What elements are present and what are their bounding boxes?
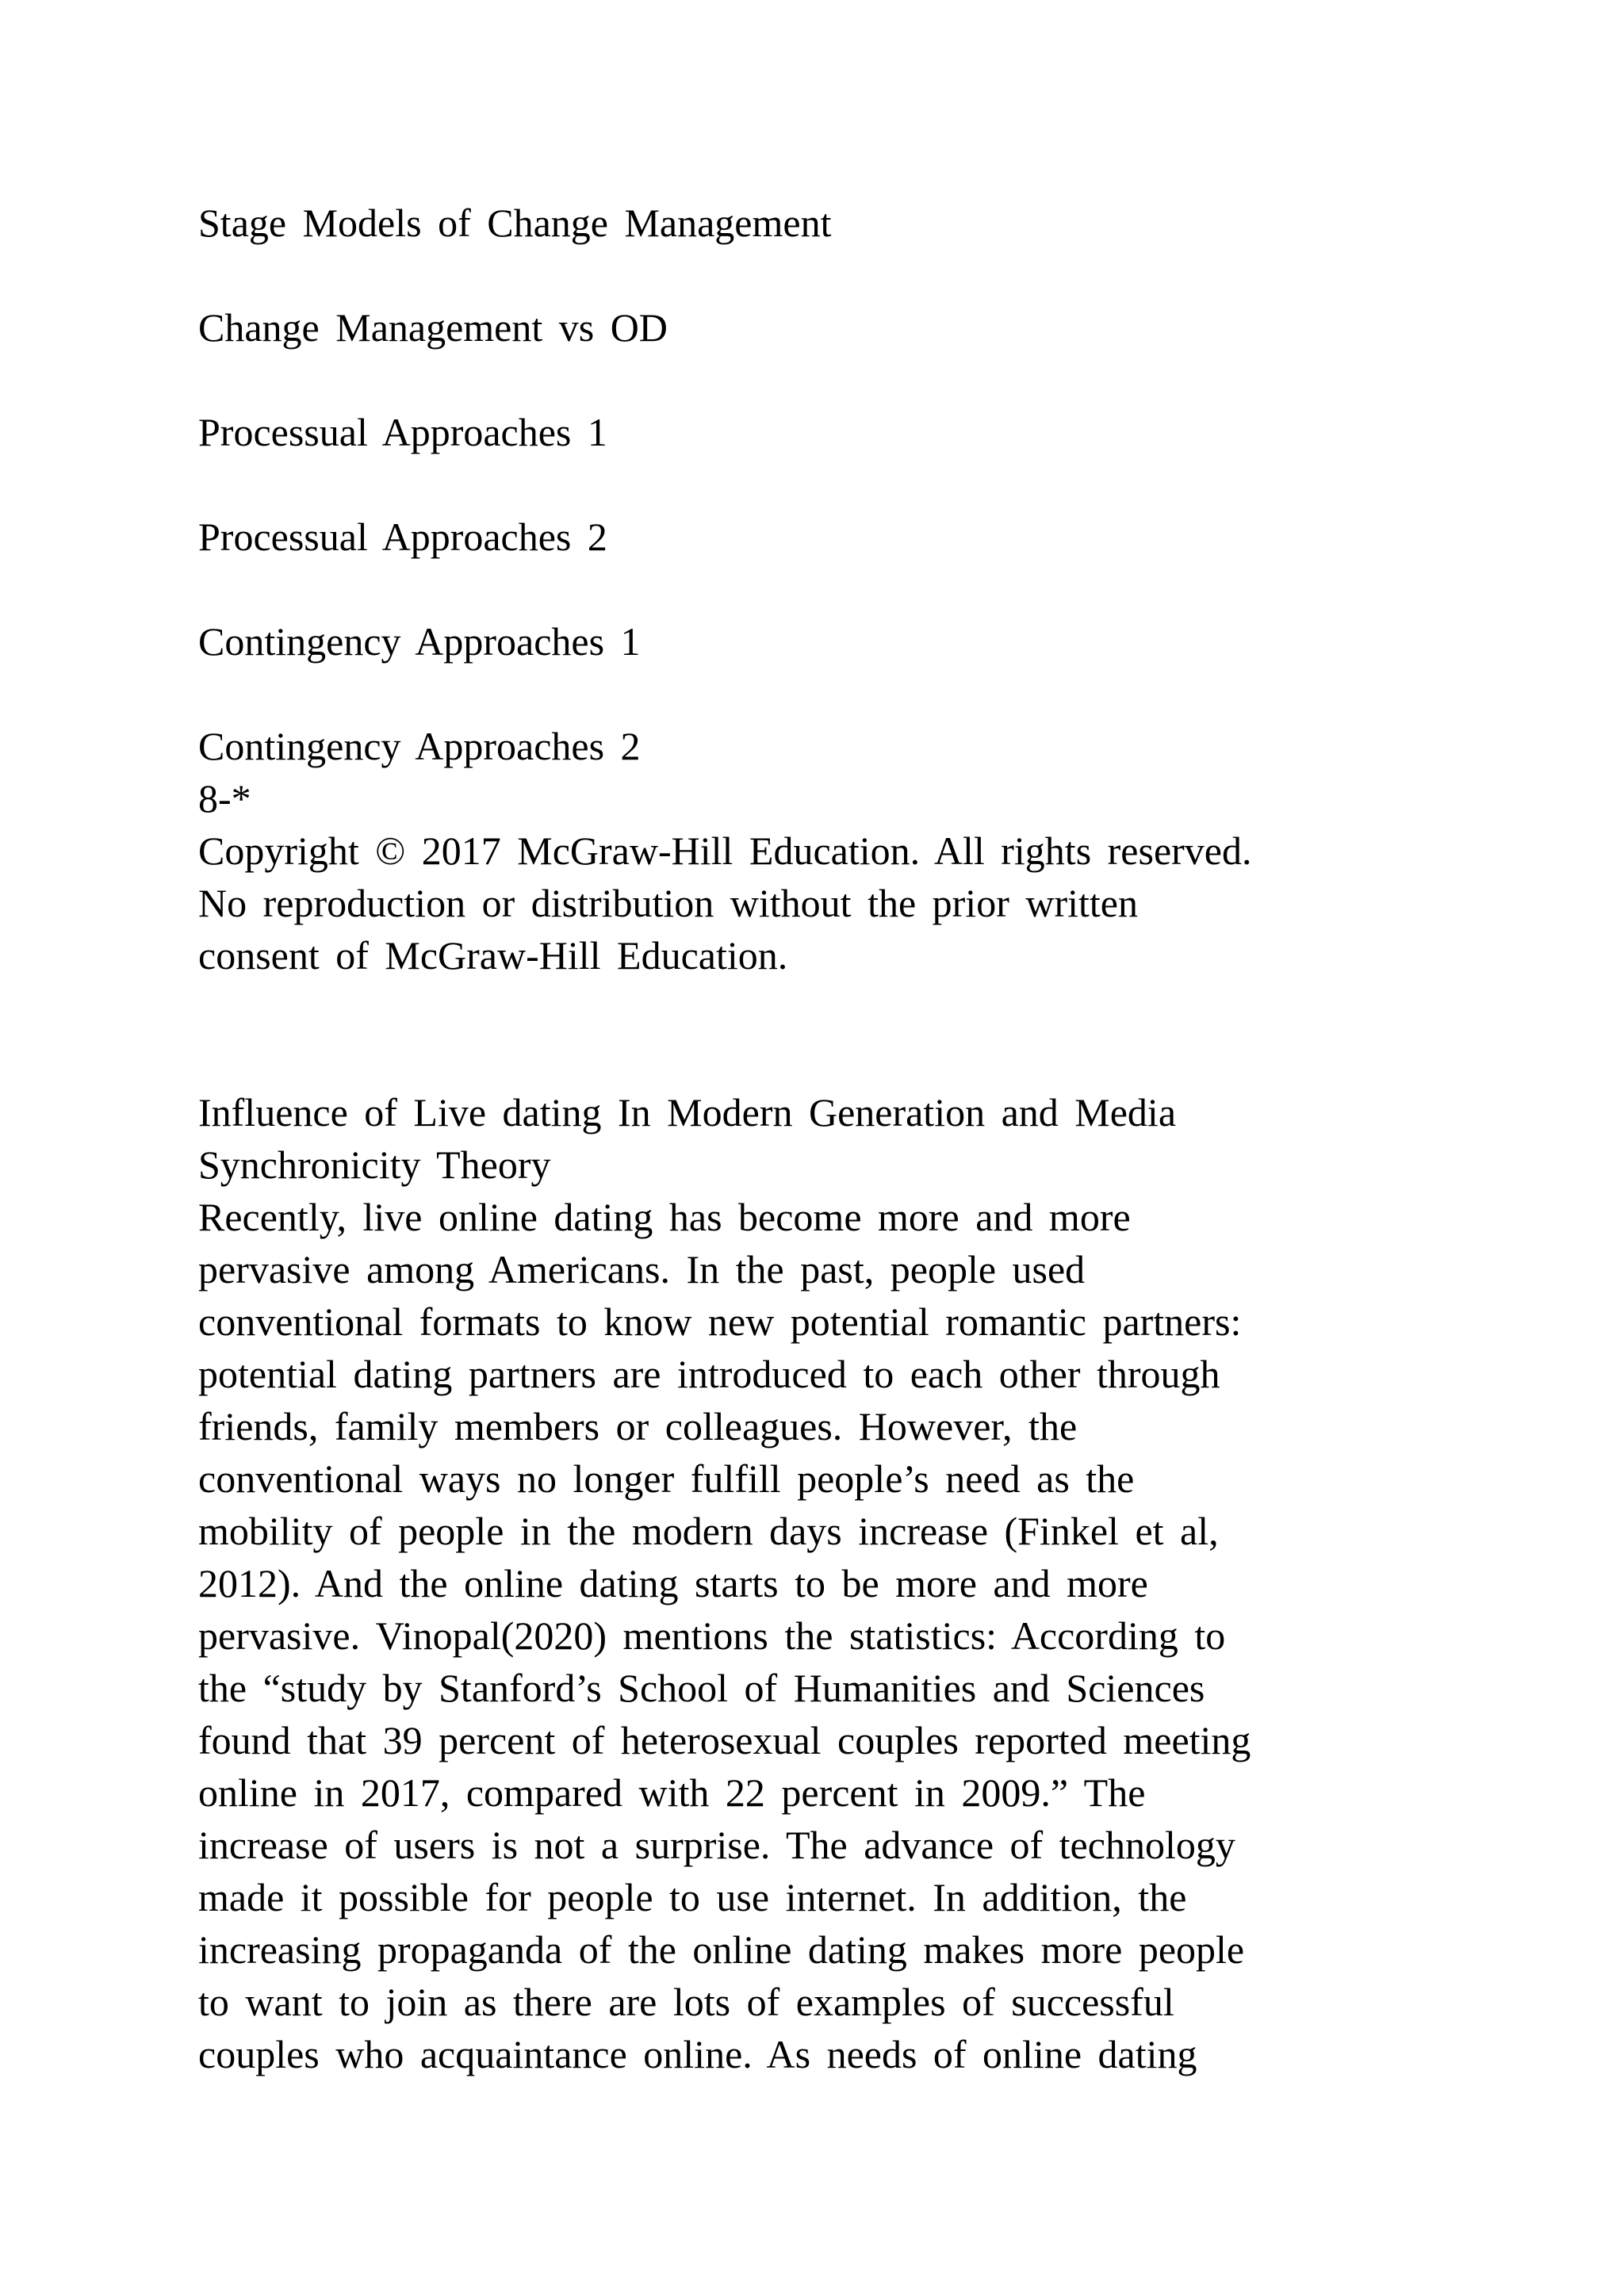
essay-body-line: online in 2017, compared with 22 percent in 2009.” The — [198, 1770, 1146, 1815]
slide-footer — [198, 772, 1252, 982]
copyright-line: No reproduction or distribution without the prior written — [198, 881, 1138, 925]
essay-body-line: conventional formats to know new potential romantic partners: — [198, 1299, 1242, 1344]
essay-body-line: pervasive. Vinopal(2020) mentions the statistics: According to — [198, 1613, 1226, 1658]
essay-title-line: Synchronicity Theory — [198, 1142, 551, 1187]
essay-body-line: mobility of people in the modern days increase (Finkel et al, — [198, 1509, 1219, 1553]
essay — [198, 1086, 1251, 2080]
copyright-line: Copyright © 2017 McGraw-Hill Education. All rights reserved. — [198, 828, 1252, 873]
document-page — [198, 0, 1546, 2296]
essay-body-line: conventional ways no longer fulfill people’s need as the — [198, 1456, 1135, 1501]
essay-body-line: found that 39 percent of heterosexual couples reported meeting — [198, 1718, 1251, 1762]
slide-heading-contingency-1: Contingency Approaches 1 — [198, 619, 641, 664]
essay-body-line: Recently, live online dating has become more and more — [198, 1195, 1131, 1239]
essay-body-line: pervasive among Americans. In the past, people used — [198, 1247, 1086, 1292]
slide-heading-change-management-vs-od: Change Management vs OD — [198, 305, 668, 350]
essay-body-line: increase of users is not a surprise. The advance of technology — [198, 1823, 1235, 1867]
essay-body-line: potential dating partners are introduced to each other through — [198, 1352, 1220, 1396]
slide-heading-stage-models: Stage Models of Change Management — [198, 201, 832, 245]
essay-body-line: the “study by Stanford’s School of Humanities and Sciences — [198, 1666, 1205, 1710]
essay-body-line: couples who acquaintance online. As needs of online dating — [198, 2032, 1197, 2076]
essay-body-line: to want to join as there are lots of examples of successful — [198, 1980, 1174, 2024]
slide-number: 8-* — [198, 776, 251, 821]
slide-heading-processual-2: Processual Approaches 2 — [198, 515, 607, 559]
slide-heading-processual-1: Processual Approaches 1 — [198, 410, 607, 454]
slide-heading-contingency-2: Contingency Approaches 2 — [198, 724, 641, 768]
essay-body-line: made it possible for people to use internet. In addition, the — [198, 1875, 1187, 1919]
essay-body-line: increasing propaganda of the online dating makes more people — [198, 1927, 1245, 1972]
essay-body-line: 2012). And the online dating starts to be more and more — [198, 1561, 1148, 1605]
essay-title-line: Influence of Live dating In Modern Generation and Media — [198, 1090, 1177, 1135]
copyright-line: consent of McGraw-Hill Education. — [198, 933, 788, 978]
essay-body-line: friends, family members or colleagues. However, the — [198, 1404, 1078, 1448]
